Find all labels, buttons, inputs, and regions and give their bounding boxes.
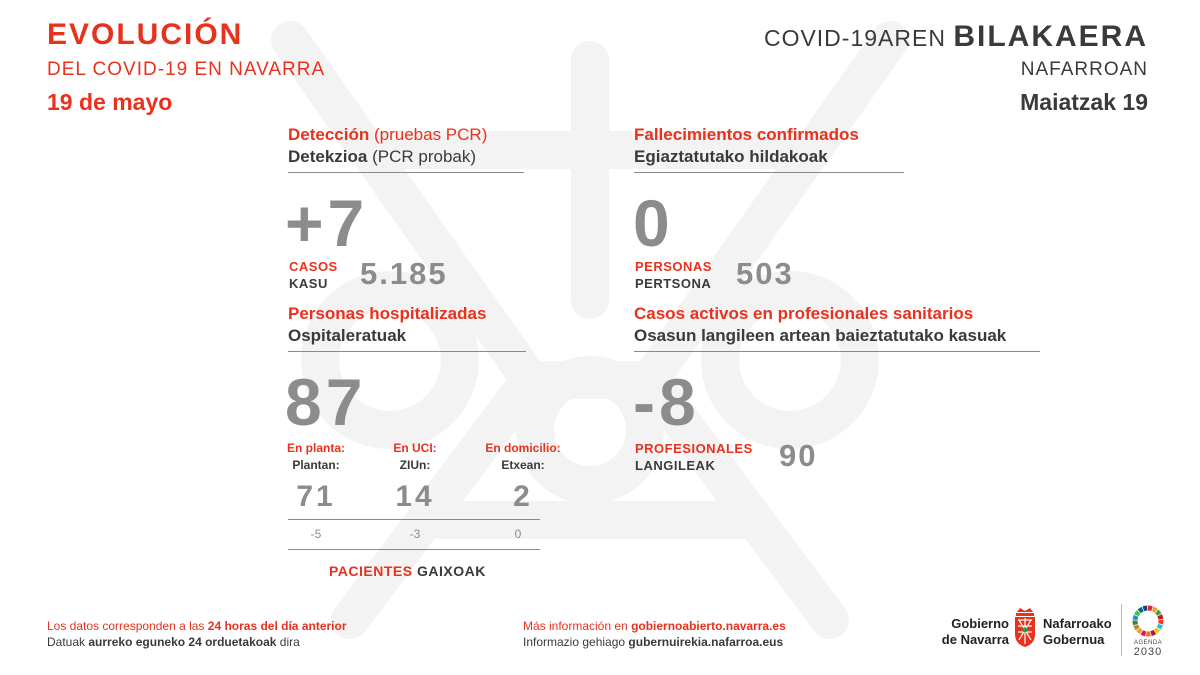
- agenda-year: 2030: [1133, 646, 1163, 658]
- prof-total: 90: [779, 438, 818, 473]
- detection-label-eu-thin: (PCR probak): [372, 147, 477, 166]
- col-domicilio-es: En domicilio:: [485, 441, 561, 455]
- hospitalized-label-eu: Ospitaleratuak: [288, 326, 407, 345]
- persons-label-eu: PERTSONA: [635, 276, 712, 291]
- col-planta-value: 71: [296, 480, 336, 513]
- sdg-wheel-icon: [1131, 604, 1165, 638]
- detection-value: +7: [285, 186, 369, 260]
- workers-label-eu: Osasun langileen artean baieztatutako kasuak: [634, 326, 1007, 345]
- persons-label-es: PERSONAS: [635, 259, 712, 274]
- workers-divider: [634, 351, 1040, 352]
- hospitalized-divider: [288, 351, 526, 352]
- footer-note-eu-prefix: Datuak: [47, 635, 86, 649]
- columns-divider-bottom: [288, 549, 540, 550]
- sdg-segment: [1142, 632, 1146, 633]
- workers-label-es: Casos activos en profesionales sanitarios: [634, 304, 974, 323]
- col-domicilio-value: 2: [513, 480, 533, 513]
- footer-note-es-bold: 24 horas del día anterior: [207, 619, 347, 633]
- detection-label-eu-bold: Detekzioa: [288, 147, 368, 166]
- title-eu-prefix: COVID-19AREN: [763, 25, 946, 51]
- sdg-segment: [1151, 632, 1155, 634]
- link-gubernuirekia[interactable]: gubernuirekia.nafarroa.eus: [628, 635, 784, 649]
- detection-label-es-thin: (pruebas PCR): [373, 125, 488, 144]
- footer-note-eu-suffix: dira: [279, 635, 300, 649]
- detection-divider: [288, 172, 524, 173]
- sdg-segment: [1160, 615, 1161, 619]
- detection-label-es: [288, 125, 487, 145]
- navarra-coat-of-arms-icon: [1012, 606, 1038, 648]
- logo-divider: [1121, 604, 1122, 656]
- col-domicilio-delta-wrap: [468, 527, 568, 541]
- col-uci-es: En UCI:: [393, 441, 437, 455]
- detection-label-eu: [288, 147, 476, 167]
- agenda-label: AGENDA: [1133, 640, 1163, 646]
- workers-value: -8: [633, 365, 700, 439]
- hospitalized-label-es: Personas hospitalizadas: [288, 304, 487, 323]
- detection-label-es-bold: Detección: [288, 125, 370, 144]
- col-domicilio: [473, 441, 573, 514]
- deaths-label-es: Fallecimientos confirmados: [634, 125, 859, 144]
- sdg-segment: [1157, 611, 1160, 614]
- sdg-segment: [1153, 609, 1157, 611]
- cases-total: 5.185: [360, 256, 448, 291]
- footer-note-es-prefix: Los datos corresponden a las: [47, 619, 205, 633]
- gov-name-eu-2: Gobernua: [1043, 632, 1105, 647]
- cases-label-eu: KASU: [289, 276, 328, 291]
- col-uci-delta: -3: [409, 527, 421, 541]
- sdg-segment: [1155, 629, 1158, 632]
- sdg-segment: [1148, 608, 1152, 609]
- sdg-segment: [1159, 625, 1161, 629]
- footer-note-eu: [47, 635, 300, 649]
- footer-info-es-prefix: Más información en: [523, 619, 628, 633]
- columns-divider-top: [288, 519, 540, 520]
- prof-label-es: PROFESIONALES: [635, 441, 753, 456]
- subtitle-eu: NAFARROAN: [1020, 59, 1148, 80]
- gov-name-eu: [1043, 616, 1112, 648]
- patients-label-eu: GAIXOAK: [416, 563, 486, 579]
- hospitalized-value: 87: [285, 365, 367, 439]
- col-domicilio-eu: Etxean:: [501, 458, 545, 472]
- prof-label-eu: LANGILEAK: [635, 458, 716, 473]
- sdg-segment: [1138, 629, 1141, 632]
- date-eu: Maiatzak 19: [1020, 89, 1148, 115]
- gov-name-es-1: Gobierno: [951, 616, 1009, 631]
- patients-label: [329, 563, 486, 579]
- col-uci-value: 14: [395, 480, 435, 513]
- sdg-segment: [1143, 608, 1147, 609]
- col-planta-delta: -5: [310, 527, 322, 541]
- sdg-segment: [1136, 625, 1138, 629]
- deaths-label-eu: Egiaztatutako hildakoak: [634, 147, 828, 166]
- sdg-segment: [1136, 612, 1138, 615]
- col-domicilio-delta: 0: [514, 527, 522, 541]
- col-planta-delta-wrap: [266, 527, 366, 541]
- footer-info-es: [523, 619, 786, 633]
- footer-info-eu-prefix: Informazio gehiago: [523, 635, 626, 649]
- col-planta-eu: Plantan:: [292, 458, 340, 472]
- col-uci: [365, 441, 465, 514]
- deaths-value: 0: [633, 186, 674, 260]
- title-eu-bold: BILAKAERA: [953, 20, 1148, 53]
- footer-note-es: [47, 619, 347, 633]
- cases-label-es: CASOS: [289, 259, 338, 274]
- sdg-segment: [1135, 616, 1136, 620]
- patients-label-es: PACIENTES: [329, 563, 413, 579]
- col-planta-es: En planta:: [286, 441, 345, 455]
- link-gobiernoabierto[interactable]: gobiernoabierto.navarra.es: [631, 619, 786, 633]
- date-es: 19 de mayo: [47, 89, 173, 115]
- title-eu: [764, 20, 1148, 54]
- sdg-segment: [1139, 609, 1142, 611]
- deaths-divider: [634, 172, 904, 173]
- gov-name-eu-1: Nafarroako: [1043, 616, 1112, 631]
- deaths-total: 503: [736, 256, 794, 291]
- footer-info-eu: [523, 635, 783, 649]
- col-uci-eu: ZIUn:: [399, 458, 431, 472]
- gov-name-es-2: de Navarra: [941, 632, 1009, 647]
- subtitle-es: DEL COVID-19 EN NAVARRA: [47, 59, 326, 80]
- footer-note-eu-bold: aurreko eguneko 24 orduetakoak: [88, 635, 277, 649]
- col-uci-delta-wrap: [365, 527, 465, 541]
- col-planta: [266, 441, 366, 514]
- gov-name-es: [935, 616, 1009, 648]
- title-es: EVOLUCIÓN: [47, 18, 244, 51]
